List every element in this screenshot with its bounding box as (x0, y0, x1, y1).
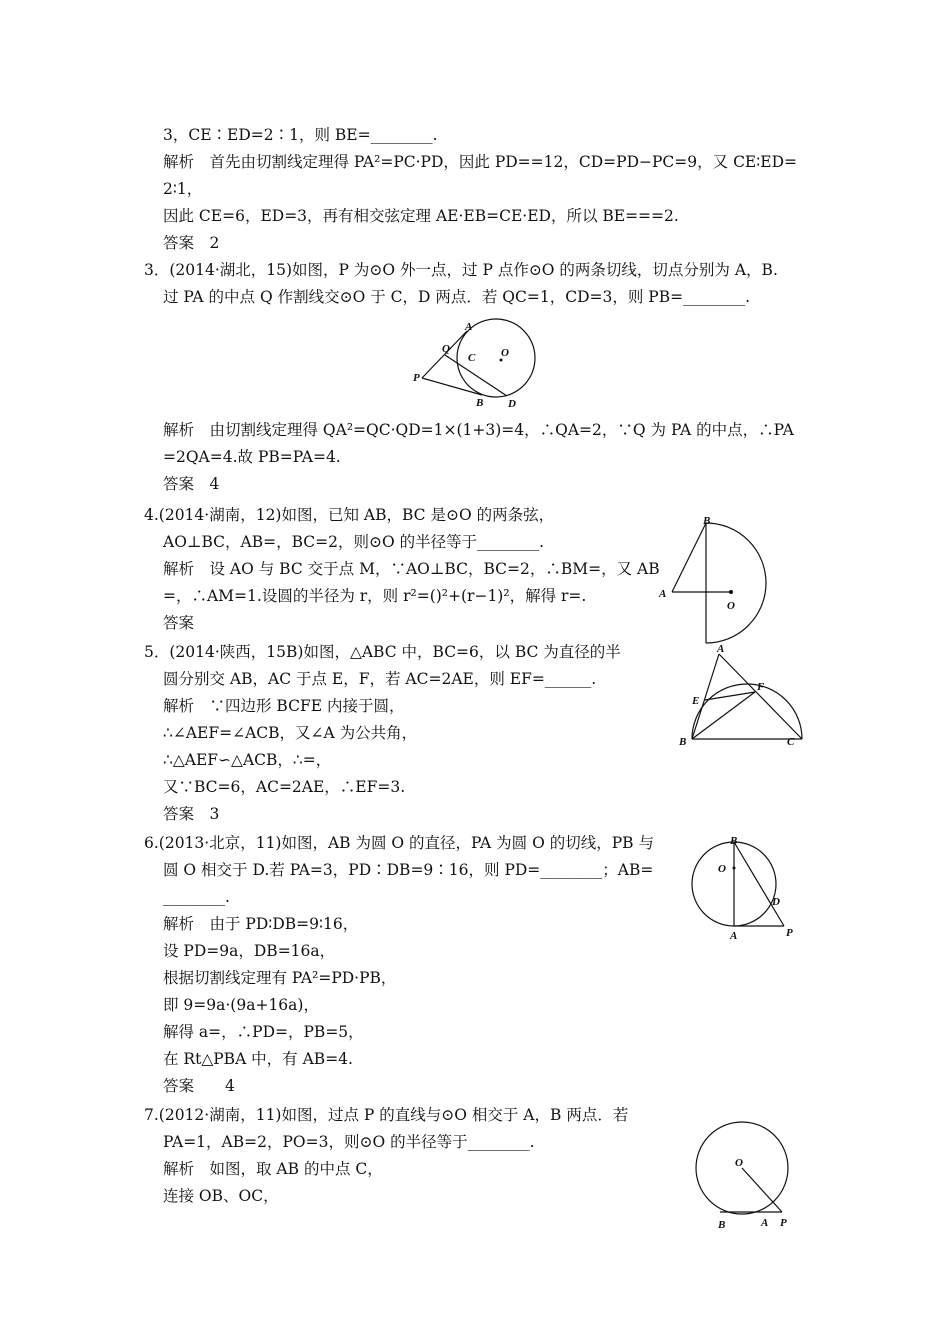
text-line: AO⊥BC，AB=，BC=2，则⊙O 的半径等于________. (163, 533, 545, 551)
label-o: O (501, 347, 509, 359)
label-e: E (692, 695, 700, 707)
label-f: F (757, 681, 765, 693)
question-heading: 6.(2013·北京，11)如图，AB 为圆 O 的直径，PA 为圆 O 的切线，PB 与 (144, 834, 654, 852)
label-b: B (476, 397, 484, 409)
text-line: 解析 设 AO 与 BC 交于点 M，∵AO⊥BC，BC=2，∴BM=，又 AB (163, 560, 660, 578)
label-d: D (772, 896, 780, 908)
label-p: P (413, 372, 420, 384)
text-line: 答案 2 (163, 234, 220, 252)
label-p: P (780, 1217, 787, 1229)
segment-op (742, 1168, 782, 1212)
text-line: 答案 4 (163, 1077, 235, 1095)
circle-arc (706, 523, 766, 643)
label-o: O (718, 863, 726, 875)
text-line: 即 9=9a·(9a+16a)， (163, 996, 319, 1014)
label-a: A (761, 1217, 769, 1229)
label-d: D (508, 398, 516, 410)
question-heading: 7.(2012·湖南，11)如图，过点 P 的直线与⊙O 相交于 A，B 两点．若 (144, 1106, 629, 1124)
label-a: A (465, 321, 473, 333)
label-q: Q (442, 343, 450, 355)
question-heading: 4.(2014·湖南，12)如图，已知 AB，BC 是⊙O 的两条弦， (144, 506, 555, 524)
semicircle (692, 684, 802, 739)
text-line: PA=1，AB=2，PO=3，则⊙O 的半径等于________. (163, 1133, 535, 1151)
label-a: A (717, 643, 725, 655)
text-line: 解析 ∵四边形 BCFE 内接于圆， (163, 697, 405, 715)
text-line: 在 Rt△PBA 中，有 AB=4. (163, 1050, 353, 1068)
text-line: 连接 OB、OC， (163, 1187, 279, 1205)
secant-qd (445, 355, 507, 396)
text-line: 答案 4 (163, 475, 220, 493)
text-line: 解析 由切割线定理得 QA²=QC·QD=1×(1+3)=4，∴QA=2，∵Q 为 PA 的中点，∴PA (163, 421, 794, 439)
text-line: 因此 CE=6，ED=3，再有相交弦定理 AE·EB=CE·ED，所以 BE===2. (163, 207, 679, 225)
center-o (729, 590, 733, 594)
text-line: 根据切割线定理有 PA²=PD·PB， (163, 969, 397, 987)
label-o: O (727, 600, 735, 612)
text-line: 解析 由于 PD∶DB=9∶16， (163, 915, 359, 933)
text-line: =2QA=4.故 PB=PA=4. (163, 448, 341, 466)
label-b: B (730, 835, 738, 847)
text-line: 答案 3 (163, 805, 220, 823)
label-b: B (718, 1219, 726, 1231)
side-ac (719, 654, 802, 739)
text-line: ________. (163, 888, 230, 906)
text-line: 过 PA 的中点 Q 作割线交⊙O 于 C，D 两点．若 QC=1，CD=3，则 PB=________. (163, 288, 751, 306)
figure-q7-line-circle (690, 1120, 810, 1235)
text-line: 解得 a=，∴PD=，PB=5， (163, 1023, 364, 1041)
segment-be-to-f (692, 692, 755, 739)
text-line: ∴∠AEF=∠ACB，又∠A 为公共角， (163, 724, 418, 742)
figure-q6-diameter-tangent (690, 835, 810, 948)
label-c: C (787, 736, 795, 748)
figure-q5-semicircle-triangle (675, 642, 805, 752)
label-b: B (679, 736, 687, 748)
text-line: 圆 O 相交于 D.若 PA=3，PD∶DB=9∶16，则 PD=________；AB= (163, 861, 654, 879)
question-heading: 3．(2014·湖北，15)如图，P 为⊙O 外一点，过 P 点作⊙O 的两条切线，切点分别为 A，B. (144, 261, 778, 279)
text-line: 解析 首先由切割线定理得 PA²=PC·PD，因此 PD==12，CD=PD−PC=9，又 CE∶ED= (163, 153, 798, 171)
text-line: 2∶1， (163, 180, 203, 198)
text-line: 设 PD=9a，DB=16a， (163, 942, 336, 960)
label-b: B (703, 515, 711, 527)
text-line: 解析 如图，取 AB 的中点 C， (163, 1160, 383, 1178)
text-line: 答案 (163, 614, 195, 632)
label-a: A (659, 588, 667, 600)
tangent-pb (422, 378, 482, 395)
figure-q3-tangent-secant (410, 318, 550, 413)
label-o: O (735, 1157, 743, 1169)
label-c: C (468, 352, 476, 364)
text-line: =，∴AM=1.设圆的半径为 r，则 r²=()²+(r−1)²，解得 r=. (163, 587, 587, 605)
text-line: ∴△AEF∽△ACB，∴=， (163, 751, 332, 769)
chord-ab (672, 523, 706, 592)
label-a: A (730, 930, 738, 942)
question-heading: 5．(2014·陕西，15B)如图，△ABC 中，BC=6，以 BC 为直径的半 (144, 643, 621, 661)
text-line: 圆分别交 AB，AC 于点 E，F，若 AC=2AE，则 EF=______. (163, 670, 597, 688)
label-p: P (786, 927, 793, 939)
text-line: 又∵BC=6，AC=2AE，∴EF=3. (163, 778, 406, 796)
center-o (733, 867, 736, 870)
text-line: 3，CE∶ED=2∶1，则 BE=________. (163, 126, 438, 144)
figure-q4-circle-chords (655, 515, 805, 650)
